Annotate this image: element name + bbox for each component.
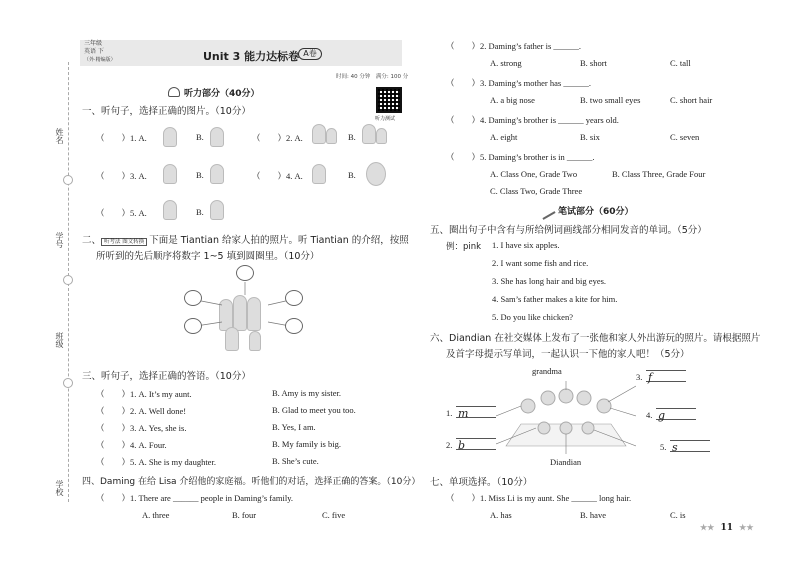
star-icon: ★★	[700, 522, 715, 532]
q6-label-4: 4.	[646, 410, 653, 420]
q4-item-3-stem: （ ）3. Daming’s mother has ______.	[446, 78, 591, 88]
q2-tag: 听考法 图文转换	[101, 238, 147, 246]
q4-item-4-stem: （ ）4. Daming’s brother is ______ years old.	[446, 115, 619, 125]
q3-item-1-b: B. Amy is my sister.	[272, 388, 341, 398]
q3-item-4-b: B. My family is big.	[272, 439, 341, 449]
q3-item-2-a: （ ）2. A. Well done!	[96, 406, 187, 416]
q4-item-5-b: B. Class Three, Grade Four	[612, 169, 706, 179]
q3-item-3-a: （ ）3. A. Yes, she is.	[96, 423, 187, 433]
q3-item-4-a: （ ）4. A. Four.	[96, 440, 167, 450]
q6-blank-3[interactable]: f	[646, 370, 686, 382]
q1-item-5-b: B.	[196, 207, 204, 217]
q6-heading-cont: 及首字母提示写单词，一起认识一下他的家人吧！（5分）	[446, 349, 690, 360]
family-outing-photo	[496, 376, 636, 456]
listening-section-title: 听力部分（40分）	[184, 89, 260, 99]
header-meta: 三年级 英语 下 （外·精编版）	[84, 40, 116, 63]
q4-item-1-stem: （ ）1. There are ______ people in Daming’s family.	[96, 493, 294, 503]
q4-item-4-b: B. six	[580, 132, 600, 142]
q5-item-2: 2. I want some fish and rice.	[492, 258, 589, 268]
q3-item-3-b: B. Yes, I am.	[272, 422, 316, 432]
q6-label-5: 5.	[660, 442, 667, 452]
q5-heading: 五、圈出句子中含有与所给例词画线部分相同发音的单词。（5分）	[430, 225, 707, 236]
star-icon: ★★	[739, 522, 754, 532]
page-number: ★★ 11 ★★	[700, 522, 754, 533]
q6-blank-4[interactable]: g	[656, 408, 696, 420]
q1-item-4: （ ）4. A.	[252, 171, 303, 181]
q5-item-3: 3. She has long hair and big eyes.	[492, 276, 607, 286]
q3-item-5-a: （ ）5. A. She is my daughter.	[96, 457, 216, 467]
school-label: 学校	[55, 480, 64, 496]
q4-item-2-b: B. short	[580, 58, 607, 68]
time-score: 时间: 40 分钟 满分: 100 分	[336, 74, 409, 80]
student-id-label: 学号	[55, 232, 64, 248]
q4-item-5-stem: （ ）5. Daming’s brother is in ______.	[446, 152, 595, 162]
q3-item-5-b: B. She’s cute.	[272, 456, 319, 466]
page-title: Unit 3 能力达标卷	[203, 50, 300, 63]
q3-item-2-b: B. Glad to meet you too.	[272, 405, 356, 415]
q7-item-1-a: A. has	[490, 510, 512, 520]
q5-item-4: 4. Sam’s father makes a kite for him.	[492, 294, 618, 304]
answer-circle[interactable]	[184, 318, 202, 334]
q5-example: 例：pink	[446, 242, 482, 252]
q4-item-3-a: A. a big nose	[490, 95, 535, 105]
family-outing-svg	[496, 376, 636, 456]
writing-section-title: 笔试部分（60分）	[558, 207, 634, 217]
q1-item-4-b: B.	[348, 170, 356, 180]
q6-label-3: 3.	[636, 372, 643, 382]
q4-item-3-c: C. short hair	[670, 95, 713, 105]
q1-item-1-b: B.	[196, 132, 204, 142]
version-badge: A卷	[298, 48, 322, 60]
q4-item-2-stem: （ ）2. Daming’s father is ______.	[446, 41, 582, 51]
q4-item-1-c: C. five	[322, 510, 346, 520]
q3-item-1-a: （ ）1. A. It’s my aunt.	[96, 389, 192, 399]
q5-item-5: 5. Do you like chicken?	[492, 312, 573, 322]
q6-blank-2[interactable]: b	[456, 438, 496, 450]
q4-item-2-a: A. strong	[490, 58, 522, 68]
q4-item-5-a: A. Class One, Grade Two	[490, 169, 578, 179]
q4-item-2-c: C. tall	[670, 58, 691, 68]
q4-item-3-b: B. two small eyes	[580, 95, 641, 105]
answer-circle[interactable]	[285, 318, 303, 334]
q7-item-1-b: B. have	[580, 510, 606, 520]
class-label: 班级	[55, 332, 64, 348]
q6-blank-5[interactable]: s	[670, 440, 710, 452]
q3-heading: 三、听句子，选择正确的答语。（10分）	[82, 371, 251, 382]
q1-item-3-b: B.	[196, 170, 204, 180]
q1-item-3: （ ）3. A.	[96, 171, 147, 181]
q7-heading: 七、单项选择。（10分）	[430, 477, 533, 488]
qr-label: 听力测试	[375, 116, 396, 122]
grandma-label: grandma	[532, 366, 562, 376]
q1-item-5: （ ）5. A.	[96, 208, 147, 218]
q6-label-1: 1.	[446, 408, 453, 418]
q4-heading: 四、Daming 在给 Lisa 介绍他的家庭福。听他们的对话，选择正确的答案。（10分）	[82, 477, 421, 487]
answer-circle[interactable]	[236, 265, 254, 281]
q4-item-4-c: C. seven	[670, 132, 700, 142]
q1-heading: 一、听句子，选择正确的图片。（10分）	[82, 106, 251, 117]
q5-item-1: 1. I have six apples.	[492, 240, 560, 250]
q2-heading-cont: 所听到的先后顺序将数字 1~5 填到圆圈里。（10分）	[96, 251, 320, 262]
diandian-label: Diandian	[550, 457, 582, 467]
q7-item-1-c: C. is	[670, 510, 686, 520]
q1-item-2-b: B.	[348, 132, 356, 142]
q1-item-1: （ ）1. A.	[96, 133, 147, 143]
q6-label-2: 2.	[446, 440, 453, 450]
q4-item-4-a: A. eight	[490, 132, 518, 142]
name-label: 姓名	[55, 128, 64, 144]
q4-item-1-a: A. three	[142, 510, 170, 520]
q4-item-1-b: B. four	[232, 510, 257, 520]
answer-circle[interactable]	[285, 290, 303, 306]
q2-heading: 二、 听考法 图文转换 下面是 Tiantian 给家人拍的照片。听 Tiantian 的介绍，按照	[82, 235, 409, 246]
answer-circle[interactable]	[184, 290, 202, 306]
q7-item-1-stem: （ ）1. Miss Li is my aunt. She ______ long hair.	[446, 493, 632, 503]
q1-item-2: （ ）2. A.	[252, 133, 303, 143]
q4-item-5-c: C. Class Two, Grade Three	[490, 186, 583, 196]
q6-heading: 六、Diandian 在社交媒体上发布了一张他和家人外出游玩的照片。请根据照片	[430, 333, 761, 344]
q6-blank-1[interactable]: m	[456, 406, 496, 418]
